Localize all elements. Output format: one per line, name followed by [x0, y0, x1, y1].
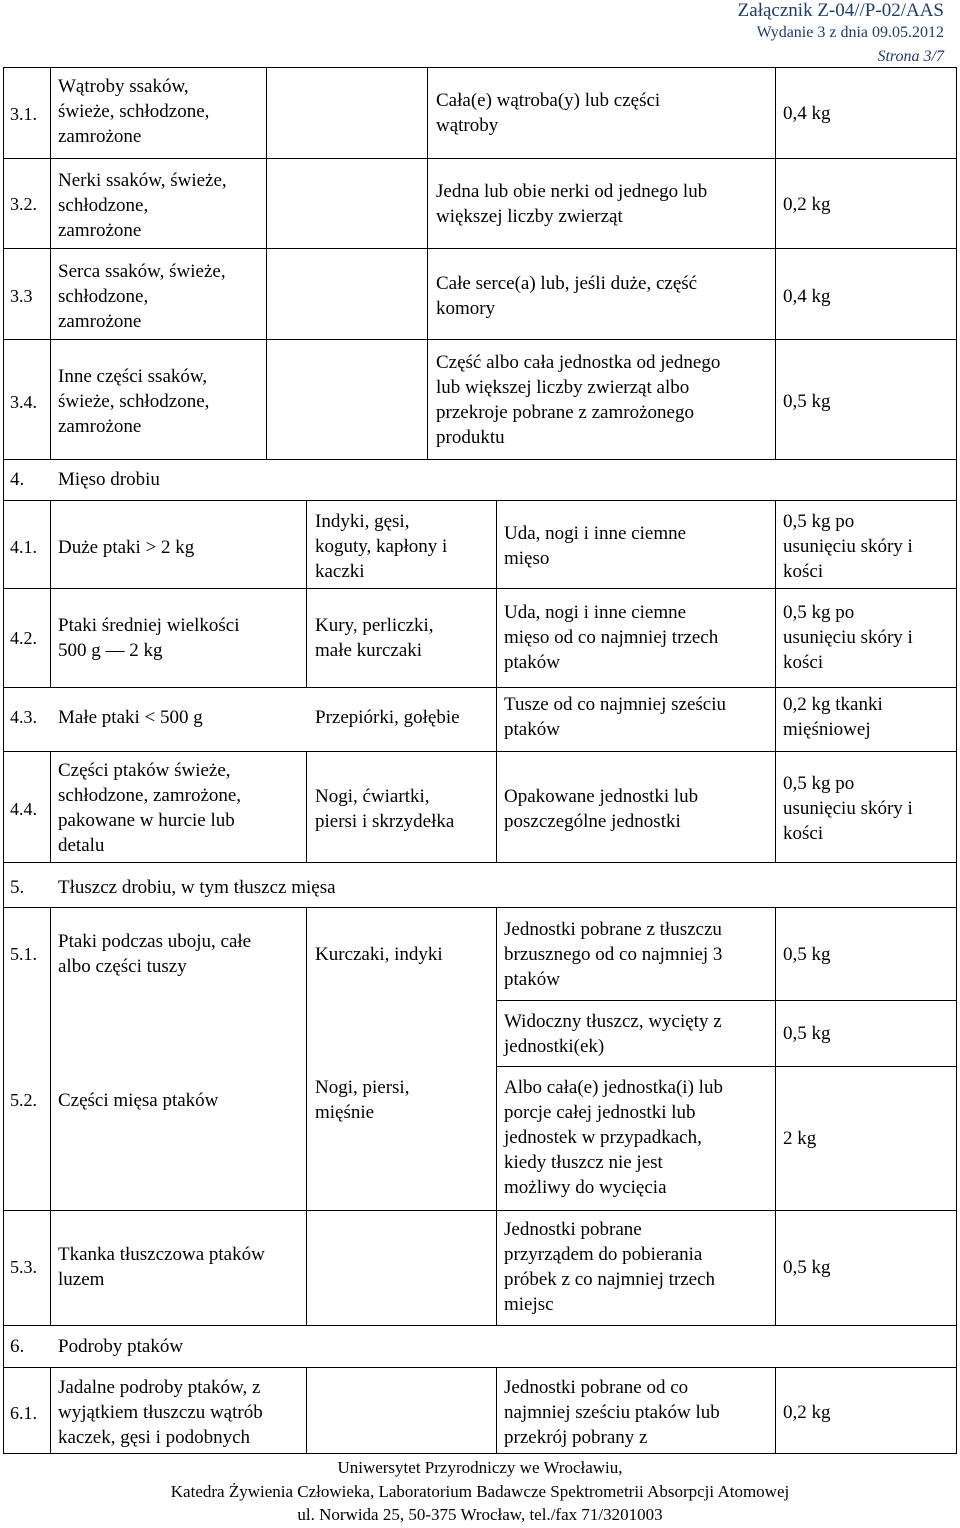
- product-name: Małe ptaki < 500 g: [58, 707, 203, 728]
- product-name: Ptaki średniej wielkości 500 g — 2 kg: [58, 615, 240, 661]
- sample-mass: 0,5 kg: [783, 1257, 831, 1278]
- product-name: Serca ssaków, świeże, schłodzone, zamrożone: [58, 261, 226, 332]
- sample-description: Uda, nogi i inne ciemne mięso: [504, 523, 687, 569]
- sample-mass: 0,4 kg: [783, 286, 831, 307]
- row-number: 3.4.: [10, 392, 37, 412]
- footer-university: Uniwersytet Przyrodniczy we Wrocławiu,: [337, 1458, 623, 1477]
- sample-description: Uda, nogi i inne ciemne mięso od co najmniej trzech ptaków: [504, 602, 719, 673]
- product-name: Inne części ssaków, świeże, schłodzone, zamrożone: [58, 366, 210, 437]
- sample-description: Jednostki pobrane przyrządem do pobierania próbek z co najmniej trzech miejsc: [504, 1219, 716, 1315]
- row-number: 6.1.: [10, 1403, 37, 1423]
- sample-description: Całe serce(a) lub, jeśli duże, część komory: [436, 273, 698, 319]
- row-number: 4.2.: [10, 628, 37, 648]
- row-number: 3.2.: [10, 194, 37, 214]
- sample-mass: 0,2 kg: [783, 1402, 831, 1423]
- sample-mass: 0,5 kg po usunięciu skóry i kości: [783, 511, 913, 582]
- product-name: Części mięsa ptaków: [58, 1090, 219, 1111]
- sample-mass: 0,4 kg: [783, 103, 831, 124]
- sample-mass: 0,5 kg: [783, 1023, 831, 1044]
- product-name: Jadalne podroby ptaków, z wyjątkiem tłuszczu wątrób kaczek, gęsi i podobnych: [58, 1377, 263, 1448]
- section-number: 4.: [10, 469, 25, 490]
- edition-date: Wydanie 3 z dnia 09.05.2012: [756, 24, 944, 41]
- row-number: 5.2.: [10, 1090, 37, 1110]
- row-number: 3.1.: [10, 104, 37, 124]
- section-title: Podroby ptaków: [58, 1336, 184, 1357]
- sample-description: Jedna lub obie nerki od jednego lub większej liczby zwierząt: [436, 181, 708, 227]
- product-name: Ptaki podczas uboju, całe albo części tuszy: [58, 931, 252, 977]
- species: Kury, perliczki, małe kurczaki: [315, 615, 434, 661]
- sample-description: Opakowane jednostki lub poszczególne jednostki: [504, 786, 699, 832]
- row-number: 3.3: [10, 286, 33, 306]
- sample-description: Jednostki pobrane od co najmniej sześciu ptaków lub przekrój pobrany z: [504, 1377, 720, 1448]
- species: Indyki, gęsi, koguty, kapłony i kaczki: [315, 511, 448, 582]
- product-name: Tkanka tłuszczowa ptaków luzem: [58, 1244, 265, 1290]
- sample-mass: 0,5 kg po usunięciu skóry i kości: [783, 773, 913, 844]
- section-number: 6.: [10, 1336, 25, 1357]
- section-title: Mięso drobiu: [58, 469, 160, 490]
- product-name: Części ptaków świeże, schłodzone, zamrożone, pakowane w hurcie lub detalu: [58, 760, 242, 856]
- annex-code: Załącznik Z-04//P-02/AAS: [737, 0, 944, 21]
- sample-description: Jednostki pobrane z tłuszczu brzusznego od co najmniej 3 ptaków: [504, 919, 723, 990]
- sample-description: Tusze od co najmniej sześciu ptaków: [504, 694, 726, 740]
- section-number: 5.: [10, 877, 25, 898]
- row-number: 4.4.: [10, 799, 37, 819]
- row-number: 5.3.: [10, 1257, 37, 1277]
- sample-description: Cała(e) wątroba(y) lub części wątroby: [436, 90, 661, 136]
- footer-address: ul. Norwida 25, 50-375 Wrocław, tel./fax 71/3201003: [297, 1505, 663, 1524]
- sample-description: Widoczny tłuszcz, wycięty z jednostki(ek): [504, 1011, 722, 1057]
- species: Przepiórki, gołębie: [315, 707, 460, 728]
- sample-mass: 0,5 kg: [783, 944, 831, 965]
- sample-mass: 0,5 kg po usunięciu skóry i kości: [783, 602, 913, 673]
- species: Nogi, ćwiartki, piersi i skrzydełka: [315, 786, 455, 832]
- sample-mass: 0,2 kg: [783, 194, 831, 215]
- sample-description: Albo cała(e) jednostka(i) lub porcje całej jednostki lub jednostek w przypadkach, kiedy tłuszcz nie jest możliwy do wycięcia: [504, 1077, 723, 1198]
- product-name: Wątroby ssaków, świeże, schłodzone, zamrożone: [58, 76, 210, 147]
- product-name: Duże ptaki > 2 kg: [58, 537, 195, 558]
- sample-mass: 0,2 kg tkanki mięśniowej: [783, 694, 883, 740]
- sample-description: Część albo cała jednostka od jednego lub większej liczby zwierząt albo przekroje pobrane z zamrożonego produktu: [436, 352, 721, 448]
- species: Nogi, piersi, mięśnie: [315, 1077, 410, 1123]
- row-number: 4.1.: [10, 537, 37, 557]
- species: Kurczaki, indyki: [315, 944, 443, 965]
- footer-department: Katedra Żywienia Człowieka, Laboratorium Badawcze Spektrometrii Absorpcji Atomowej: [170, 1482, 790, 1501]
- page-number: Strona 3/7: [877, 48, 944, 65]
- section-title: Tłuszcz drobiu, w tym tłuszcz mięsa: [58, 877, 336, 898]
- product-name: Nerki ssaków, świeże, schłodzone, zamrożone: [58, 170, 227, 241]
- sample-mass: 0,5 kg: [783, 391, 831, 412]
- row-number: 4.3.: [10, 707, 37, 727]
- sample-mass: 2 kg: [783, 1128, 817, 1149]
- row-number: 5.1.: [10, 944, 37, 964]
